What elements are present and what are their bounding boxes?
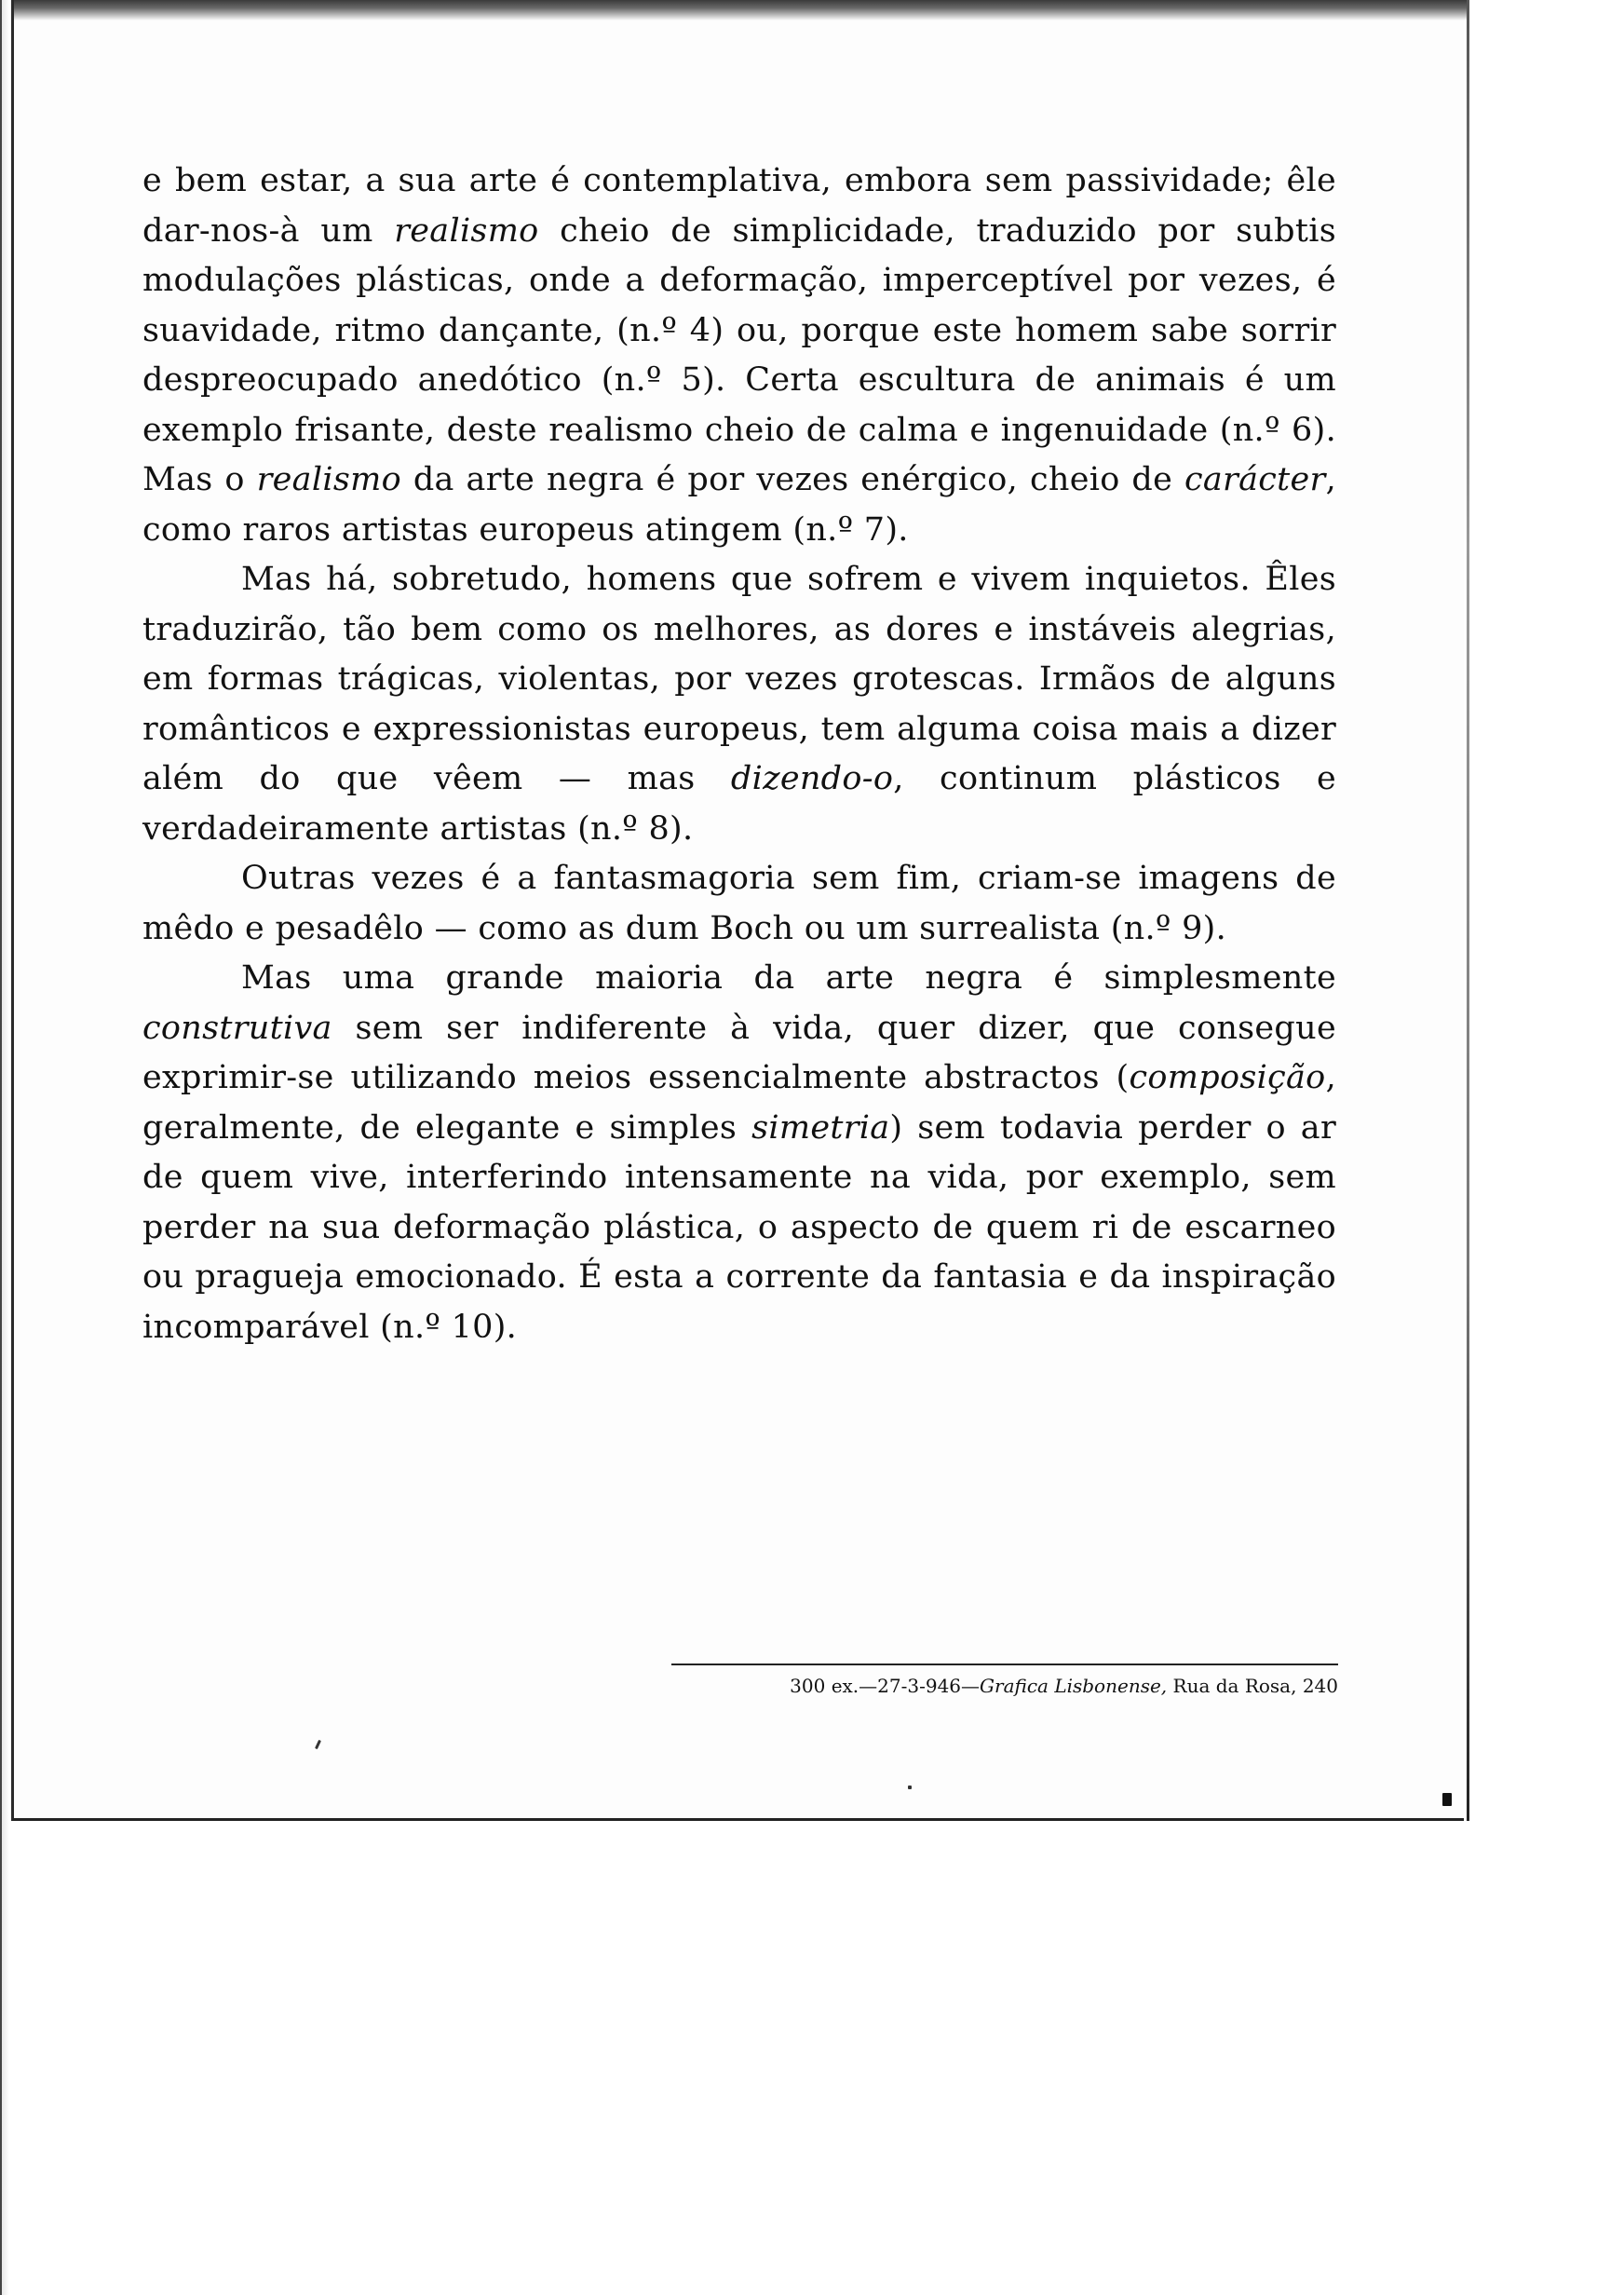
italic-run: simetria: [751, 1108, 890, 1147]
paragraph: [142, 156, 1336, 555]
colophon: [671, 1664, 1338, 1697]
text-run: ) sem todavia perder o ar de quem vive, interferindo intensamente na vida, por exemplo, sem perder na sua deformação plástica, o aspecto de quem ri de escarneo ou pragueja emocionado. É esta a corrente da fantasia e da inspiração incomparável (n.º 10).: [142, 1108, 1336, 1346]
left-page-edge: [0, 0, 9, 2295]
colophon-prefix: 300 ex.—27-3-946—: [790, 1675, 981, 1697]
text-run: , geralmente, de elegante e simples: [142, 1059, 1336, 1147]
italic-run: realismo: [256, 461, 401, 498]
paragraph: [142, 954, 1336, 1352]
italic-run: construtiva: [142, 1009, 332, 1047]
scan-speck: [908, 1786, 912, 1789]
text-run: da arte negra é por vezes enérgico, cheio de: [400, 461, 1184, 498]
italic-run: realismo: [394, 211, 539, 250]
text-run: e bem estar, a sua arte é contemplativa, embora sem passividade; êle dar-nos-à um: [142, 162, 1336, 250]
scanned-page: [11, 0, 1464, 1821]
text-run: cheio de simplicidade, traduzido por subtis modulações plásticas, onde a deformação, imperceptível por vezes, é suavidade, ritmo dançante, (n.º 4) ou, porque este homem sabe sorrir despreocupado anedótico (n.º 5). Certa escultura de animais é um exemplo frisante, deste realismo cheio de calma e ingenuidade (n.º 6). Mas o: [142, 211, 1336, 498]
italic-run: dizendo-o: [730, 760, 894, 797]
colophon-printer: Grafica Lisbonense,: [980, 1675, 1168, 1697]
italic-run: composição: [1129, 1059, 1326, 1096]
paragraph: [142, 854, 1336, 954]
text-run: Mas há, sobretudo, homens que sofrem e vivem inquietos. Êles traduzirão, tão bem como os melhores, as dores e instáveis alegrias, em formas trágicas, violentas, por vezes grotescas. Irmãos de alguns românticos e expressionistas europeus, tem alguma coisa mais a dizer além do que vêem — mas: [142, 561, 1336, 797]
paragraph: [142, 555, 1336, 854]
colophon-address: Rua da Rosa, 240: [1167, 1675, 1338, 1697]
scan-speck: [1442, 1793, 1452, 1806]
right-scan-edge: [1467, 0, 1469, 1821]
italic-run: carácter: [1184, 461, 1326, 498]
scan-speck: [315, 1740, 321, 1749]
text-run: , como raros artistas europeus atingem (n.º 7).: [142, 461, 1336, 549]
text-run: Mas uma grande maioria da arte negra é simplesmente: [241, 959, 1336, 997]
text-run: , continum plásticos e verdadeiramente artistas (n.º 8).: [142, 760, 1336, 848]
text-run: Outras vezes é a fantasmagoria sem fim, criam-se imagens de mêdo e pesadêlo — como as dum Boch ou um surrealista (n.º 9).: [142, 860, 1336, 947]
text-run: sem ser indiferente à vida, quer dizer, que consegue exprimir-se utilizando meios essencialmente abstractos (: [142, 1009, 1336, 1096]
body-text: [142, 156, 1336, 1352]
top-scan-edge: [14, 0, 1467, 20]
